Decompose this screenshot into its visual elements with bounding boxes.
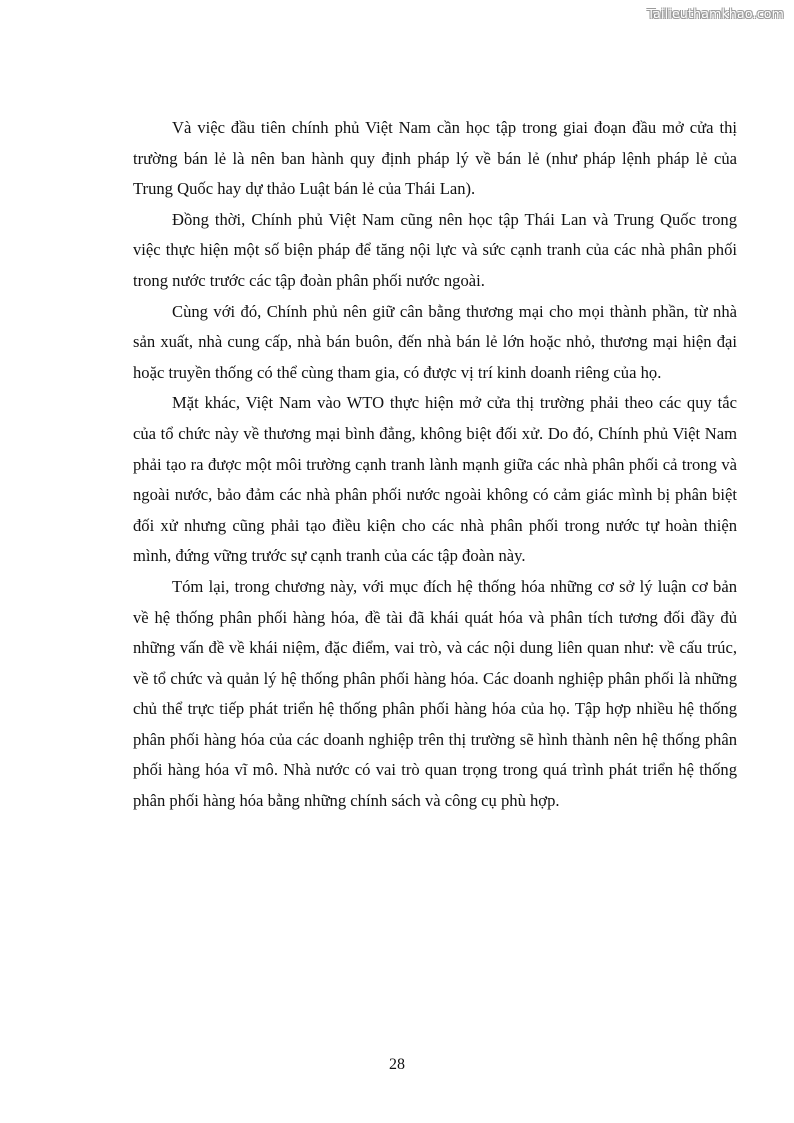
paragraph: Cùng với đó, Chính phủ nên giữ cân bằng thương mại cho mọi thành phần, từ nhà sản xuất, nhà cung cấp, nhà bán buôn, đến nhà bán lẻ lớn hoặc nhỏ, thương mại hiện đại hoặc truyền thống có thể cùng tham gia, có được vị trí kinh doanh riêng của họ. [133,301,737,382]
paragraph: Đồng thời, Chính phủ Việt Nam cũng nên học tập Thái Lan và Trung Quốc trong việc thực hiện một số biện pháp để tăng nội lực và sức cạnh tranh của các nhà phân phối trong nước trước các tập đoàn phân phối nước ngoài. [133,209,737,290]
paragraph: Mặt khác, Việt Nam vào WTO thực hiện mở cửa thị trường phải theo các quy tắc của tổ chức này về thương mại bình đẳng, không biệt đối xử. Do đó, Chính phủ Việt Nam phải tạo ra được một môi trường cạnh tranh lành mạnh giữa các nhà phân phối cả trong và ngoài nước, bảo đảm các nhà phân phối nước ngoài không có cảm giác mình bị phân biệt đối xử nhưng cũng phải tạo điều kiện cho các nhà phân phối trong nước tự hoàn thiện mình, đứng vững trước sự cạnh tranh của các tập đoàn này. [133,393,737,566]
watermark: Tailieuthamkhao.com [647,6,784,21]
paragraph: Tóm lại, trong chương này, với mục đích hệ thống hóa những cơ sở lý luận cơ bản về hệ thống phân phối hàng hóa, đề tài đã khái quát hóa và phân tích tương đối đầy đủ những vấn đề về khái niệm, đặc điểm, vai trò, và các nội dung liên quan như: về cấu trúc, về tổ chức và quản lý hệ thống phân phối hàng hóa. Các doanh nghiệp phân phối là những chủ thể trực tiếp phát triển hệ thống phân phối hàng hóa của họ. Tập hợp nhiều hệ thống phân phối hàng hóa của các doanh nghiệp trên thị trường sẽ hình thành nên hệ thống phân phối hàng hóa vĩ mô. Nhà nước có vai trò quan trọng trong quá trình phát triển hệ thống phân phối hàng hóa bằng những chính sách và công cụ phù hợp. [133,576,737,811]
paragraph: Và việc đầu tiên chính phủ Việt Nam cần học tập trong giai đoạn đầu mở cửa thị trường bán lẻ là nên ban hành quy định pháp lý về bán lẻ (như pháp lệnh pháp lẻ của Trung Quốc hay dự thảo Luật bán lẻ của Thái Lan). [133,118,737,199]
page-number: 28 [389,1056,405,1073]
page-body [133,113,737,817]
